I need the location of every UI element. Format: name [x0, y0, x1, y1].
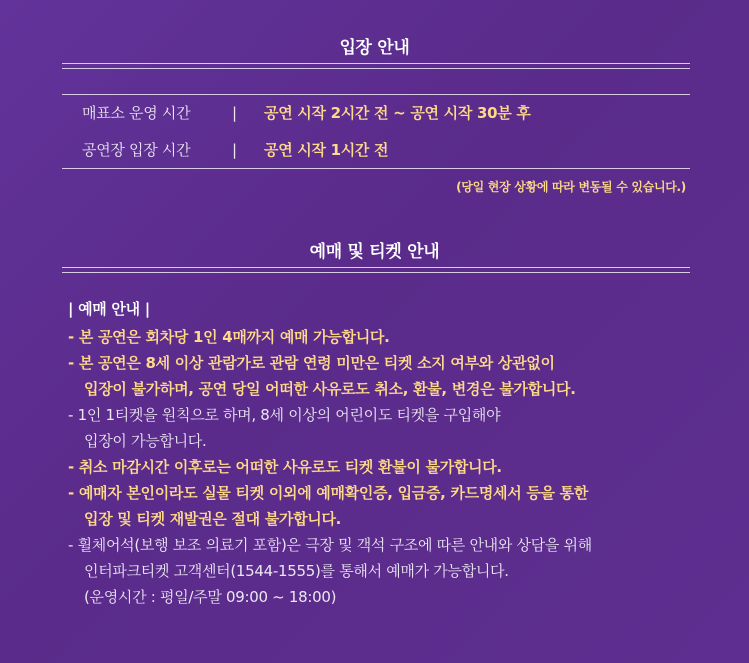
- list-item: - 1인 1티켓을 원칙으로 하며, 8세 이상의 어린이도 티켓을 구입해야: [68, 406, 501, 424]
- entrance-table-bottom-rule: [62, 168, 690, 169]
- list-item: - 본 공연은 8세 이상 관람가로 관람 연령 미만은 티켓 소지 여부와 상관없이: [68, 354, 555, 372]
- ticketing-notice-list: [68, 296, 708, 610]
- ticketing-title: 예매 및 티켓 안내: [309, 242, 440, 262]
- entrance-time-value: 공연 시작 1시간 전: [264, 141, 389, 159]
- ticketing-notice-heading: | 예매 안내 |: [68, 300, 150, 318]
- box-office-hours-value: 공연 시작 2시간 전 ~ 공연 시작 30분 후: [264, 104, 531, 122]
- entrance-time-row: [82, 139, 388, 160]
- list-item: - 취소 마감시간 이후로는 어떠한 사유로도 티켓 환불이 불가합니다.: [68, 458, 502, 476]
- entrance-time-label: 공연장 입장 시간: [82, 141, 191, 159]
- entrance-title-rule: [62, 63, 690, 69]
- entrance-note: (당일 현장 상황에 따라 변동될 수 있습니다.): [456, 180, 686, 194]
- box-office-hours-label: 매표소 운영 시간: [82, 104, 191, 122]
- list-item: 입장 및 티켓 재발권은 절대 불가합니다.: [84, 510, 342, 528]
- list-item: - 예매자 본인이라도 실물 티켓 이외에 예매확인증, 입금증, 카드명세서 등을 통한: [68, 484, 589, 502]
- list-item: (운영시간 : 평일/주말 09:00 ~ 18:00): [84, 588, 337, 606]
- list-item: - 휠체어석(보행 보조 의료기 포함)은 극장 및 객석 구조에 따른 안내와 상담을 위해: [68, 536, 592, 554]
- entrance-title: 입장 안내: [339, 38, 410, 58]
- list-item: 입장이 가능합니다.: [84, 432, 207, 450]
- list-item: 인터파크티켓 고객센터(1544-1555)를 통해서 예매가 가능합니다.: [84, 562, 509, 580]
- row-separator: |: [232, 104, 237, 122]
- entrance-table-top-rule: [62, 94, 690, 95]
- row-separator: |: [232, 141, 237, 159]
- ticketing-title-rule: [62, 267, 690, 273]
- list-item: - 본 공연은 회차당 1인 4매까지 예매 가능합니다.: [68, 328, 390, 346]
- box-office-hours-row: [82, 102, 531, 123]
- list-item: 입장이 불가하며, 공연 당일 어떠한 사유로도 취소, 환불, 변경은 불가합니다.: [84, 380, 576, 398]
